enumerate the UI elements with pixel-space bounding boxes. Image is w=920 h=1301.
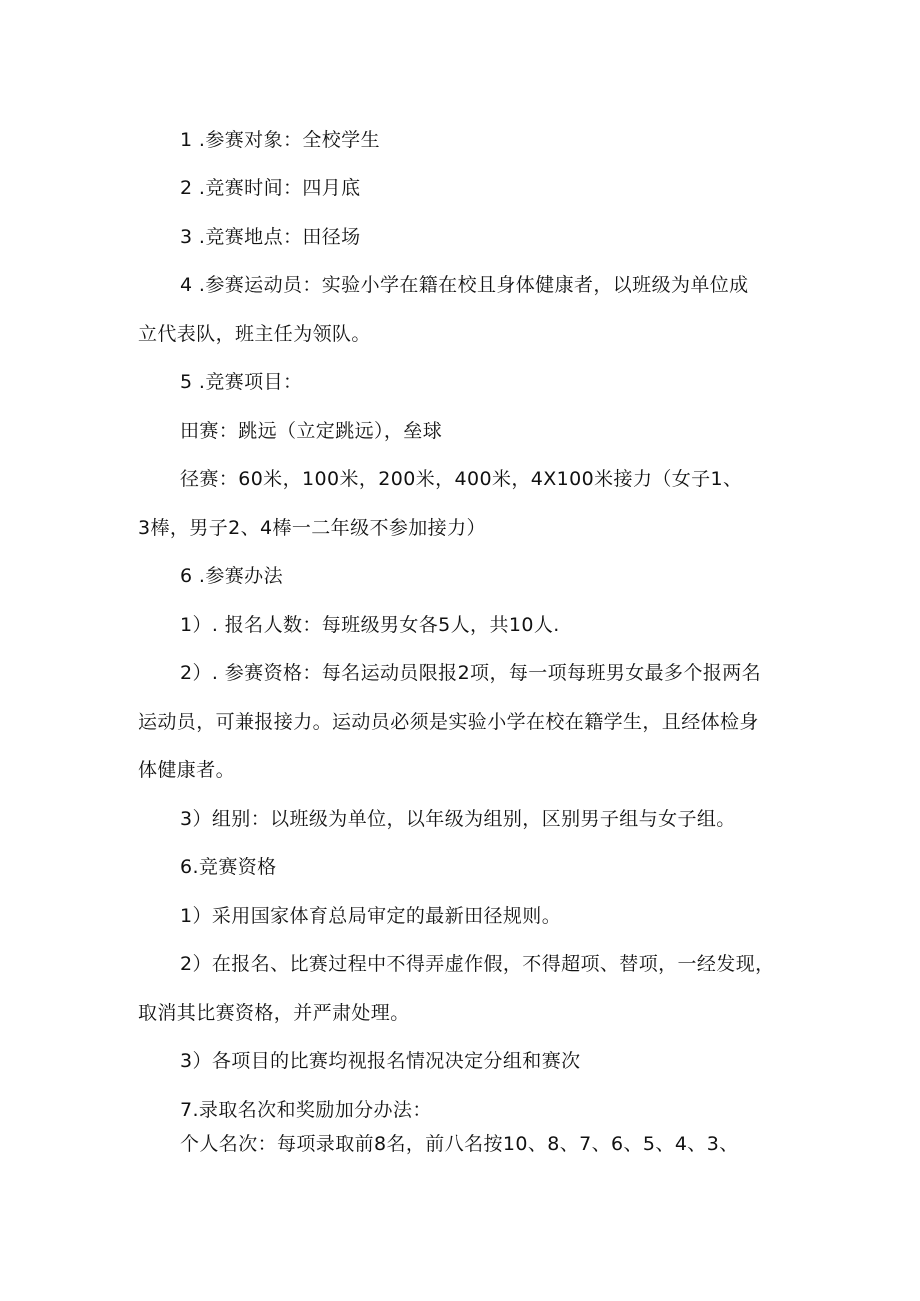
- qualification-grouping: 3）各项目的比赛均视报名情况决定分组和赛次: [180, 1050, 581, 1072]
- item-competition-time: 2 .竞赛时间：四月底: [180, 177, 361, 199]
- rule-entry-count: 1）. 报名人数：每班级男女各5人，共10人.: [180, 614, 560, 636]
- qualification-rules: 1）采用国家体育总局审定的最新田径规则。: [180, 905, 562, 927]
- qualification-no-fraud-cont: 取消其比赛资格，并严肃处理。: [138, 1002, 410, 1024]
- rule-eligibility-cont-2: 体健康者。: [138, 759, 236, 781]
- track-events: 径赛：60米，100米，200米，400米，4X100米接力（女子1、: [180, 468, 743, 490]
- item-athletes: 4 .参赛运动员：实验小学在籍在校且身体健康者，以班级为单位成: [180, 274, 749, 296]
- item-ranking-awards: 7.录取名次和奖励加分办法：: [180, 1099, 432, 1121]
- rule-groups: 3）组别：以班级为单位，以年级为组别，区别男子组与女子组。: [180, 808, 736, 830]
- field-events: 田赛：跳远（立定跳远），垒球: [180, 420, 443, 442]
- item-events-heading: 5 .竞赛项目：: [180, 371, 303, 393]
- item-participation-rules: 6 .参赛办法: [180, 565, 283, 587]
- rule-eligibility: 2）. 参赛资格：每名运动员限报2项，每一项每班男女最多个报两名: [180, 662, 762, 684]
- item-participants: 1 .参赛对象：全校学生: [180, 129, 380, 151]
- item-competition-venue: 3 .竞赛地点：田径场: [180, 226, 361, 248]
- individual-ranking: 个人名次：每项录取前8名，前八名按10、8、7、6、5、4、3、: [180, 1133, 739, 1155]
- track-events-cont: 3棒，男子2、4棒一二年级不参加接力）: [138, 517, 486, 539]
- qualification-no-fraud: 2）在报名、比赛过程中不得弄虚作假，不得超项、替项，一经发现，: [180, 953, 775, 975]
- rule-eligibility-cont-1: 运动员，可兼报接力。运动员必须是实验小学在校在籍学生，且经体检身: [138, 711, 759, 733]
- item-competition-qualification: 6.竞赛资格: [180, 856, 277, 878]
- item-athletes-cont: 立代表队，班主任为领队。: [138, 323, 371, 345]
